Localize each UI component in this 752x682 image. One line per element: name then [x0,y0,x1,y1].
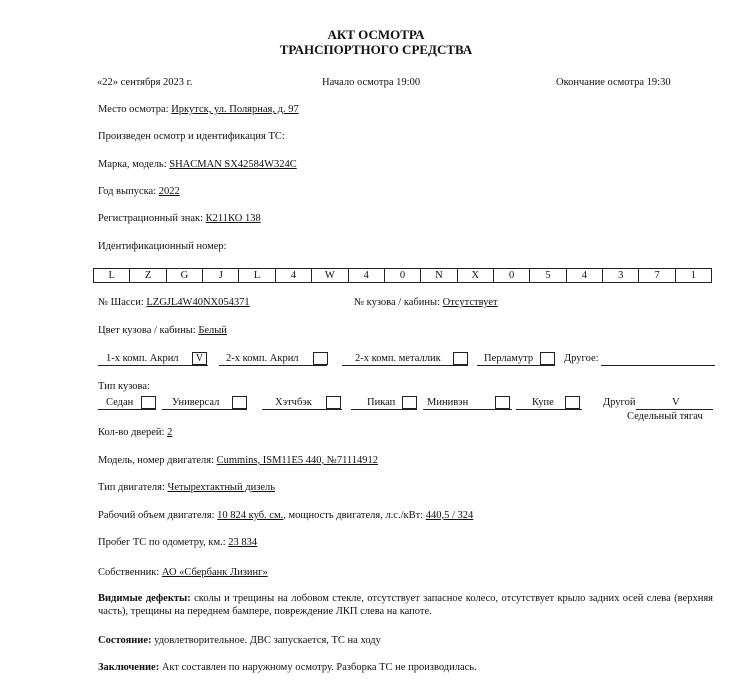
vin-cell: 0 [385,269,421,282]
doc-subtitle: ТРАНСПОРТНОГО СРЕДСТВА [279,42,473,57]
paint-other-field[interactable] [601,365,715,366]
body-other-value: Седельный тягач [627,411,703,422]
year-line [98,186,180,197]
condition-paragraph [98,634,713,647]
doors-line [98,427,172,438]
paint-option-other: Другое: [564,353,599,364]
body-type-underline [423,409,512,410]
body-wagon-checkbox[interactable] [232,396,247,409]
body-type-other-label: Другой [603,397,636,408]
body-type-option: Пикап [367,397,396,408]
paint-metallic-checkbox[interactable] [453,352,468,365]
volume-label: Рабочий объем двигателя: [98,510,218,521]
body-number-value: Отсутствует [442,297,498,308]
place-line [98,104,299,115]
defects-text: сколы и трещины на лобовом стекле, отсутствует запасное колесо, отсутствует крыло задних осей слева (верхняя часть), трещины на переднем бампере, повреждение ЛКП слева на капоте. [98,593,713,617]
engine-type-label: Тип двигателя: [98,482,168,493]
chassis-label: № Шасси: [98,297,147,308]
vin-cell: 7 [639,269,675,282]
vin-label: Идентификационный номер: [98,241,227,252]
conclusion-label: Заключение: [98,662,160,673]
reg-label: Регистрационный знак: [98,213,206,224]
engine-type-line [98,482,275,493]
inspection-start: Начало осмотра 19:00 [322,77,421,88]
mileage-label: Пробег ТС по одометру, км.: [98,537,229,548]
color-value: Белый [198,325,227,336]
paint-acryl-1k-checkbox[interactable]: V [192,352,207,365]
vin-cell: L [94,269,130,282]
vin-grid [93,268,712,283]
condition-label: Состояние: [98,635,152,646]
vin-cell: 4 [567,269,603,282]
power-value: 440,5 / 324 [425,510,474,521]
inspection-end: Окончание осмотра 19:30 [556,77,671,88]
conclusion-text: Акт составлен по наружному осмотру. Разборка ТС не производилась. [159,662,477,673]
chassis-line [98,297,250,308]
body-type-option: Седан [106,397,134,408]
body-type-option: Минивэн [427,397,469,408]
mileage-line [98,537,257,548]
vin-cell: 3 [603,269,639,282]
body-type-option: Купе [532,397,554,408]
doors-value: 2 [167,427,173,438]
vin-cell: J [203,269,239,282]
body-sedan-checkbox[interactable] [141,396,156,409]
paint-option-metallic: 2-х комп. металлик [355,353,441,364]
vin-cell: 5 [530,269,566,282]
body-pickup-checkbox[interactable] [402,396,417,409]
paint-option-acryl-1k: 1-х комп. Акрил [106,353,179,364]
defects-label: Видимые дефекты: [98,593,191,604]
color-line [98,325,227,336]
place-label: Место осмотра: [98,104,172,115]
year-value: 2022 [158,186,180,197]
paint-opt1-underline [98,365,208,366]
identification-line: Произведен осмотр и идентификация ТС: [98,131,285,142]
body-minivan-checkbox[interactable] [495,396,510,409]
volume-line [98,510,473,521]
body-type-underline [162,409,247,410]
power-label: , мощность двигателя, л.с./кВт: [283,510,426,521]
color-label: Цвет кузова / кабины: [98,325,199,336]
engine-label: Модель, номер двигателя: [98,455,217,466]
body-coupe-checkbox[interactable] [565,396,580,409]
body-type-label: Тип кузова: [98,381,150,392]
body-type-underline [351,409,417,410]
vin-cell: Z [130,269,166,282]
vin-cell: L [239,269,275,282]
vin-cell: G [167,269,203,282]
mileage-value: 23 834 [228,537,258,548]
place-value: Иркутск, ул. Полярная, д. 97 [171,104,299,115]
paint-opt3-underline [342,365,468,366]
paint-opt4-underline [477,365,555,366]
conclusion-paragraph [98,661,713,674]
vin-cell: X [458,269,494,282]
condition-text: удовлетворительное. ДВС запускается, ТС на ходу [151,635,381,646]
brand-label: Марка, модель: [98,159,170,170]
paint-option-pearl: Перламутр [484,353,534,364]
defects-paragraph [98,592,713,618]
chassis-value: LZGJL4W40NX054371 [146,297,250,308]
paint-option-acryl-2k: 2-х комп. Акрил [226,353,299,364]
volume-value: 10 824 куб. см. [217,510,284,521]
body-other-field[interactable] [636,409,713,410]
body-hatchback-checkbox[interactable] [326,396,341,409]
owner-line [98,567,268,578]
paint-acryl-2k-checkbox[interactable] [313,352,328,365]
body-type-underline [98,409,156,410]
engine-type-value: Четырехтактный дизель [167,482,276,493]
body-type-underline [516,409,582,410]
reg-line [98,213,261,224]
body-type-option: Хэтчбэк [275,397,312,408]
vin-cell: 0 [494,269,530,282]
vin-cell: N [421,269,457,282]
body-other-mark: V [672,397,680,408]
paint-opt2-underline [219,365,327,366]
body-number-line [354,297,498,308]
doors-label: Кол-во дверей: [98,427,168,438]
vin-cell: 4 [349,269,385,282]
owner-value: АО «Сбербанк Лизинг» [161,567,268,578]
body-type-option: Универсал [172,397,220,408]
paint-pearl-checkbox[interactable] [540,352,555,365]
body-number-label: № кузова / кабины: [354,297,443,308]
brand-line [98,159,297,170]
inspection-date: «22» сентября 2023 г. [97,77,193,88]
engine-line [98,455,378,466]
engine-value: Cummins, ISM11E5 440, №71114912 [216,455,379,466]
vin-cell: 4 [276,269,312,282]
brand-value: SHACMAN SX42584W324C [169,159,297,170]
body-type-underline [262,409,342,410]
reg-value: К211КО 138 [205,213,261,224]
vin-cell: W [312,269,348,282]
doc-title: АКТ ОСМОТРА [327,27,425,42]
year-label: Год выпуска: [98,186,159,197]
vin-cell: 1 [690,270,697,281]
owner-label: Собственник: [98,567,162,578]
